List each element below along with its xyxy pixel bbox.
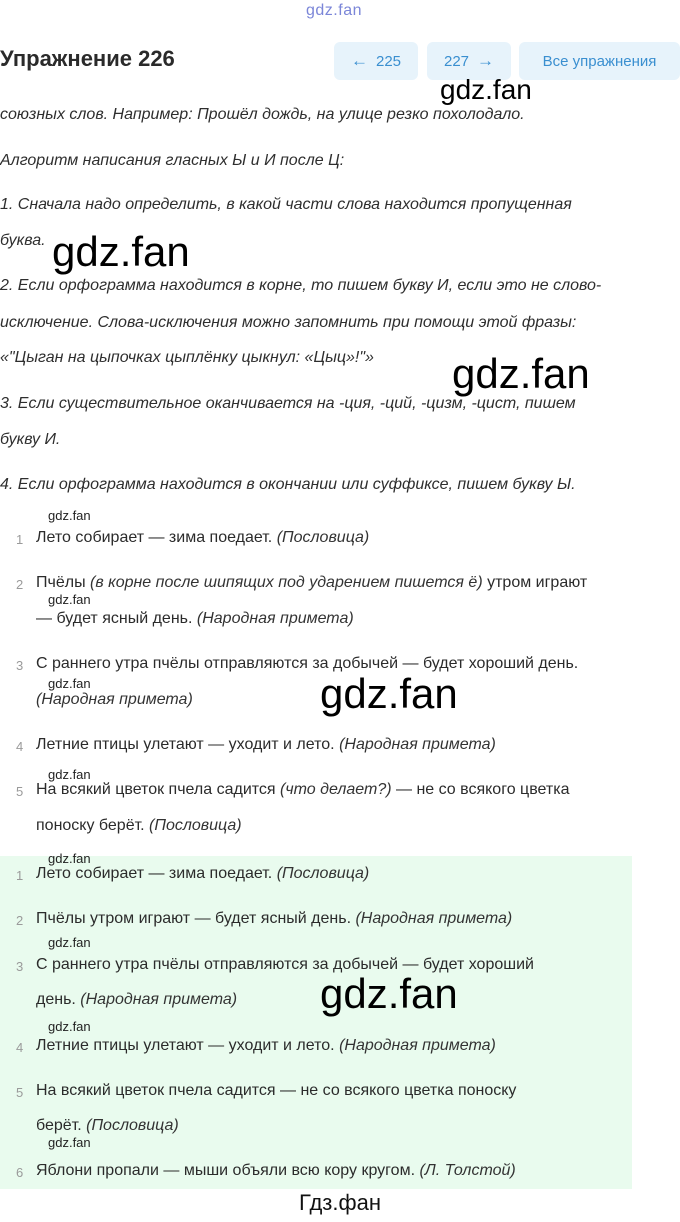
watermark-small: gdz.fan bbox=[48, 508, 91, 523]
page-title: Упражнение 226 bbox=[0, 46, 175, 71]
sentence-line: Летние птицы улетают — уходит и лето. (Народная примета) bbox=[36, 736, 496, 753]
theory-line: союзных слов. Например: Прошёл дождь, на улице резко похолодало. bbox=[0, 106, 525, 123]
watermark-small: gdz.fan bbox=[48, 592, 91, 607]
line-number: 2 bbox=[16, 913, 24, 928]
answer-line: день. (Народная примета) bbox=[36, 991, 238, 1008]
theory-line: букву И. bbox=[0, 431, 61, 448]
answer-line: На всякий цветок пчела садится — не со всякого цветка поноску bbox=[36, 1082, 517, 1099]
theory-line: 4. Если орфограмма находится в окончании или суффиксе, пишем букву Ы. bbox=[0, 476, 576, 493]
sentence-line: С раннего утра пчёлы отправляются за добычей — будет хороший день. bbox=[36, 655, 579, 672]
answer-block bbox=[0, 856, 632, 1189]
theory-line: 1. Сначала надо определить, в какой части слова находится пропущенная bbox=[0, 196, 572, 213]
answer-line: Лето собирает — зима поедает. (Пословица) bbox=[36, 865, 370, 882]
watermark-big: gdz.fan bbox=[452, 350, 590, 397]
line-number: 1 bbox=[16, 532, 24, 547]
watermark-small: gdz.fan bbox=[48, 676, 91, 691]
watermark-big: gdz.fan bbox=[320, 670, 458, 717]
line-number: 3 bbox=[16, 658, 24, 673]
watermark-small: gdz.fan bbox=[48, 851, 91, 866]
answer-line: Летние птицы улетают — уходит и лето. (Народная примета) bbox=[36, 1037, 496, 1054]
sentence-line: — будет ясный день. (Народная примета) bbox=[36, 610, 354, 627]
sentence-line: Пчёлы (в корне после шипящих под ударением пишется ё) утром играют bbox=[36, 574, 588, 591]
all-exercises-button[interactable] bbox=[519, 42, 680, 80]
watermark-small: gdz.fan bbox=[48, 1135, 91, 1150]
arrow-right-icon: → bbox=[477, 51, 495, 70]
watermark-big: gdz.fan bbox=[52, 228, 190, 275]
theory-line: исключение. Слова-исключения можно запомнить при помощи этой фразы: bbox=[0, 314, 577, 331]
watermark-small: gdz.fan bbox=[48, 935, 91, 950]
line-number: 5 bbox=[16, 784, 24, 799]
sentence-line: поноску берёт. (Пословица) bbox=[36, 817, 242, 834]
line-number: 6 bbox=[16, 1165, 24, 1180]
line-number: 5 bbox=[16, 1085, 24, 1100]
line-number: 4 bbox=[16, 1040, 24, 1055]
answer-line: Пчёлы утром играют — будет ясный день. (Народная примета) bbox=[36, 910, 513, 927]
watermark-big: gdz.fan bbox=[320, 970, 458, 1017]
sentence-line: (Народная примета) bbox=[36, 691, 193, 708]
next-exercise-label: 227 bbox=[443, 52, 470, 70]
theory-line: 2. Если орфограмма находится в корне, то пишем букву И, если это не слово- bbox=[0, 277, 602, 294]
line-number: 4 bbox=[16, 739, 24, 754]
prev-exercise-button[interactable] bbox=[334, 42, 418, 80]
watermark-top: gdz.fan bbox=[306, 2, 362, 19]
theory-line: буква. bbox=[0, 232, 46, 249]
line-number: 1 bbox=[16, 868, 24, 883]
line-number: 2 bbox=[16, 577, 24, 592]
watermark-big: gdz.fan bbox=[440, 74, 532, 105]
arrow-left-icon: ← bbox=[350, 51, 368, 70]
theory-line: Алгоритм написания гласных Ы и И после Ц: bbox=[0, 152, 345, 169]
footer-watermark: Гдз.фан bbox=[299, 1190, 381, 1215]
answer-line: С раннего утра пчёлы отправляются за добычей — будет хороший bbox=[36, 956, 534, 973]
all-exercises-label: Все упражнения bbox=[542, 52, 657, 70]
prev-exercise-label: 225 bbox=[375, 52, 402, 70]
answer-line: Яблони пропали — мыши объяли всю кору кругом. (Л. Толстой) bbox=[36, 1162, 516, 1179]
line-number: 3 bbox=[16, 959, 24, 974]
watermark-small: gdz.fan bbox=[48, 1019, 91, 1034]
sentence-line: Лето собирает — зима поедает. (Пословица) bbox=[36, 529, 370, 546]
watermark-small: gdz.fan bbox=[48, 767, 91, 782]
answer-line: берёт. (Пословица) bbox=[36, 1117, 179, 1134]
theory-line: «"Цыган на цыпочках цыплёнку цыкнул: «Цыц»!"» bbox=[0, 349, 374, 366]
theory-line: 3. Если существительное оканчивается на -ция, -ций, -цизм, -цист, пишем bbox=[0, 395, 576, 412]
sentence-line: На всякий цветок пчела садится (что делает?) — не со всякого цветка bbox=[36, 781, 570, 798]
